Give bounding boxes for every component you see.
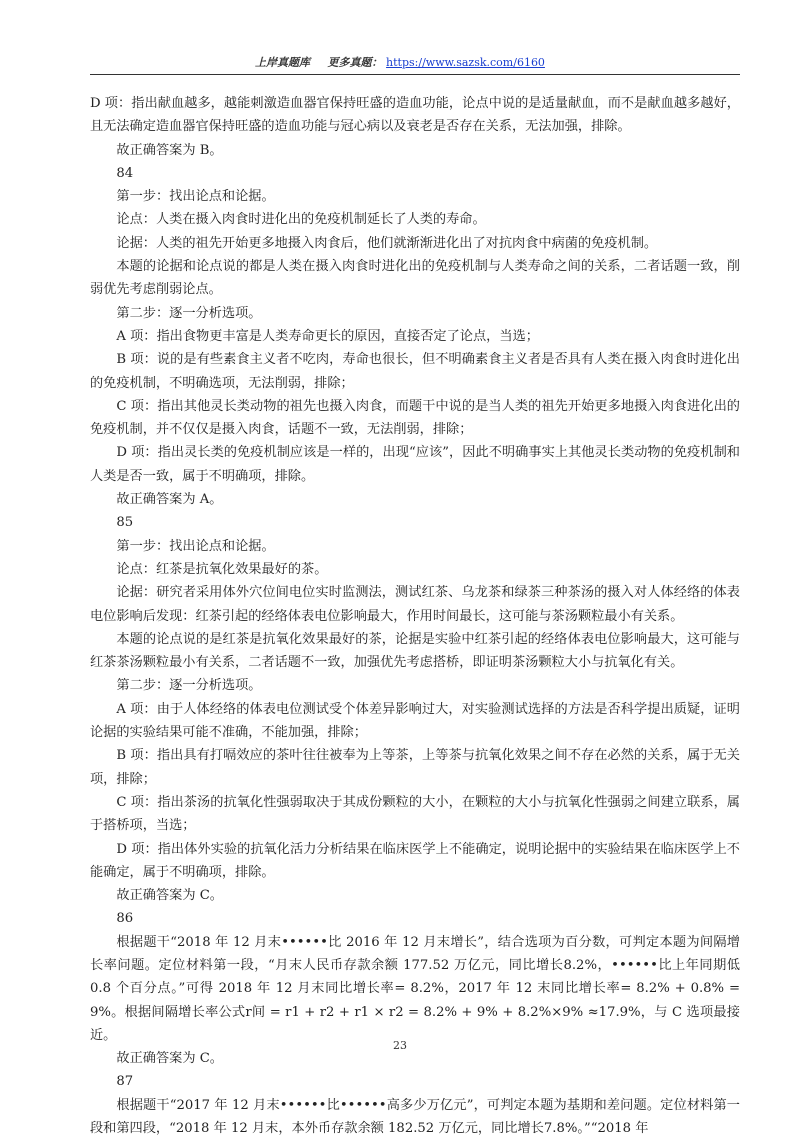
paragraph: 故正确答案为 C。 [116, 1051, 223, 1067]
paragraph: B 项：指出具有打嗝效应的茶叶往往被奉为上等茶，上等茶与抗氧化效果之间不存在必然的关系，属于无关项，排除； [90, 748, 740, 787]
paragraph: 故正确答案为 A。 [116, 492, 223, 508]
document-body [90, 92, 740, 1140]
paragraph: 论据：研究者采用体外穴位间电位实时监测法，测试红茶、乌龙茶和绿茶三种茶汤的摄入对人体经络的体表电位影响后发现：红茶引起的经络体表电位影响最大，作用时间最长，这可能与茶汤颗粒最小有关系。 [90, 585, 740, 624]
paragraph: 故正确答案为 C。 [116, 888, 223, 904]
paragraph: 第一步：找出论点和论据。 [116, 538, 275, 554]
paragraph: 根据题干“2017 年 12 月末••••••比••••••高多少万亿元”，可判定本题为基期和差问题。定位材料第一段和第四段，“2018 年 12 月末，本外币存款余额 182.52 万亿元，同比增长7.8%。”“2018 年 [90, 1097, 740, 1137]
paragraph: 故正确答案为 B。 [116, 142, 223, 158]
paragraph: B 项：说的是有些素食主义者不吃肉，寿命也很长，但不明确素食主义者是否具有人类在摄入肉食时进化出的免疫机制，不明确选项，无法削弱，排除； [90, 352, 740, 391]
paragraph: 论点：红茶是抗氧化效果最好的茶。 [116, 561, 328, 577]
header-more-label: 更多真题： [327, 56, 383, 69]
paragraph: C 项：指出其他灵长类动物的祖先也摄入肉食，而题干中说的是当人类的祖先开始更多地摄入肉食进化出的免疫机制，并不仅仅是摄入肉食，话题不一致，无法削弱，排除； [90, 398, 740, 438]
paragraph: 86 [116, 911, 134, 927]
paragraph: D 项：指出献血越多，越能刺激造血器官保持旺盛的造血功能，论点中说的是适量献血，而不是献血越多越好，且无法确定造血器官保持旺盛的造血功能与冠心病以及衰老是否存在关系，无法加强，排除。 [90, 96, 740, 135]
paragraph: D 项：指出体外实验的抗氧化活力分析结果在临床医学上不能确定，说明论据中的实验结果在临床医学上不能确定，属于不明确项，排除。 [90, 841, 740, 880]
paragraph: 本题的论点说的是红茶是抗氧化效果最好的茶，论据是实验中红茶引起的经络体表电位影响最大，这可能与红茶茶汤颗粒最小有关系，二者话题不一致，加强优先考虑搭桥，即证明茶汤颗粒大小与抗氧化有关。 [90, 631, 740, 671]
paragraph: 第二步：逐一分析选项。 [116, 678, 262, 694]
paragraph: 论点：人类在摄入肉食时进化出的免疫机制延长了人类的寿命。 [116, 212, 486, 228]
paragraph: A 项：指出食物更丰富是人类寿命更长的原因，直接否定了论点，当选； [116, 328, 539, 344]
header-url-link[interactable]: https://www.sazsk.com/6160 [386, 56, 545, 69]
paragraph: 本题的论据和论点说的都是人类在摄入肉食时进化出的免疫机制与人类寿命之间的关系，二者话题一致，削弱优先考虑削弱论点。 [90, 259, 740, 298]
paragraph: 84 [116, 165, 134, 181]
paragraph: 87 [116, 1074, 134, 1090]
paragraph: A 项：由于人体经络的体表电位测试受个体差异影响过大，对实验测试选择的方法是否科学提出质疑，证明论据的实验结果可能不准确，不能加强，排除； [90, 701, 740, 741]
paragraph: 论据：人类的祖先开始更多地摄入肉食后，他们就渐渐进化出了对抗肉食中病菌的免疫机制。 [116, 235, 658, 251]
paragraph: D 项：指出灵长类的免疫机制应该是一样的，出现“应该”，因此不明确事实上其他灵长类动物的免疫机制和人类是否一致，属于不明确项，排除。 [90, 445, 740, 484]
paragraph: 根据题干“2018 年 12 月末••••••比 2016 年 12 月末增长”，结合选项为百分数，可判定本题为间隔增长率问题。定位材料第一段，“月末人民币存款余额 177.52 万亿元，同比增长8.2%，••••••比上年同期低 0.8 个百分点。”可得 2018 年 12 月末同比增长率= 8.2%，2017 年 12 末同比增长率= 8.2% + 0.8% = 9%。根据间隔增长率公式r间 = r1 + r2 + r1 × r2 = 8.2% + 9% + 8.2%×9% ≈17.9%，与 C 选项最接近。 [90, 934, 740, 1043]
paragraph: 85 [116, 515, 134, 531]
header-divider [90, 74, 740, 75]
page-number: 23 [393, 1039, 407, 1052]
paragraph: C 项：指出茶汤的抗氧化性强弱取决于其成份颗粒的大小，在颗粒的大小与抗氧化性强弱之间建立联系，属于搭桥项，当选； [90, 794, 740, 834]
header-brand: 上岸真题库 [255, 56, 311, 69]
paragraph: 第二步：逐一分析选项。 [116, 305, 262, 321]
page-header [0, 54, 800, 70]
paragraph: 第一步：找出论点和论据。 [116, 189, 275, 205]
